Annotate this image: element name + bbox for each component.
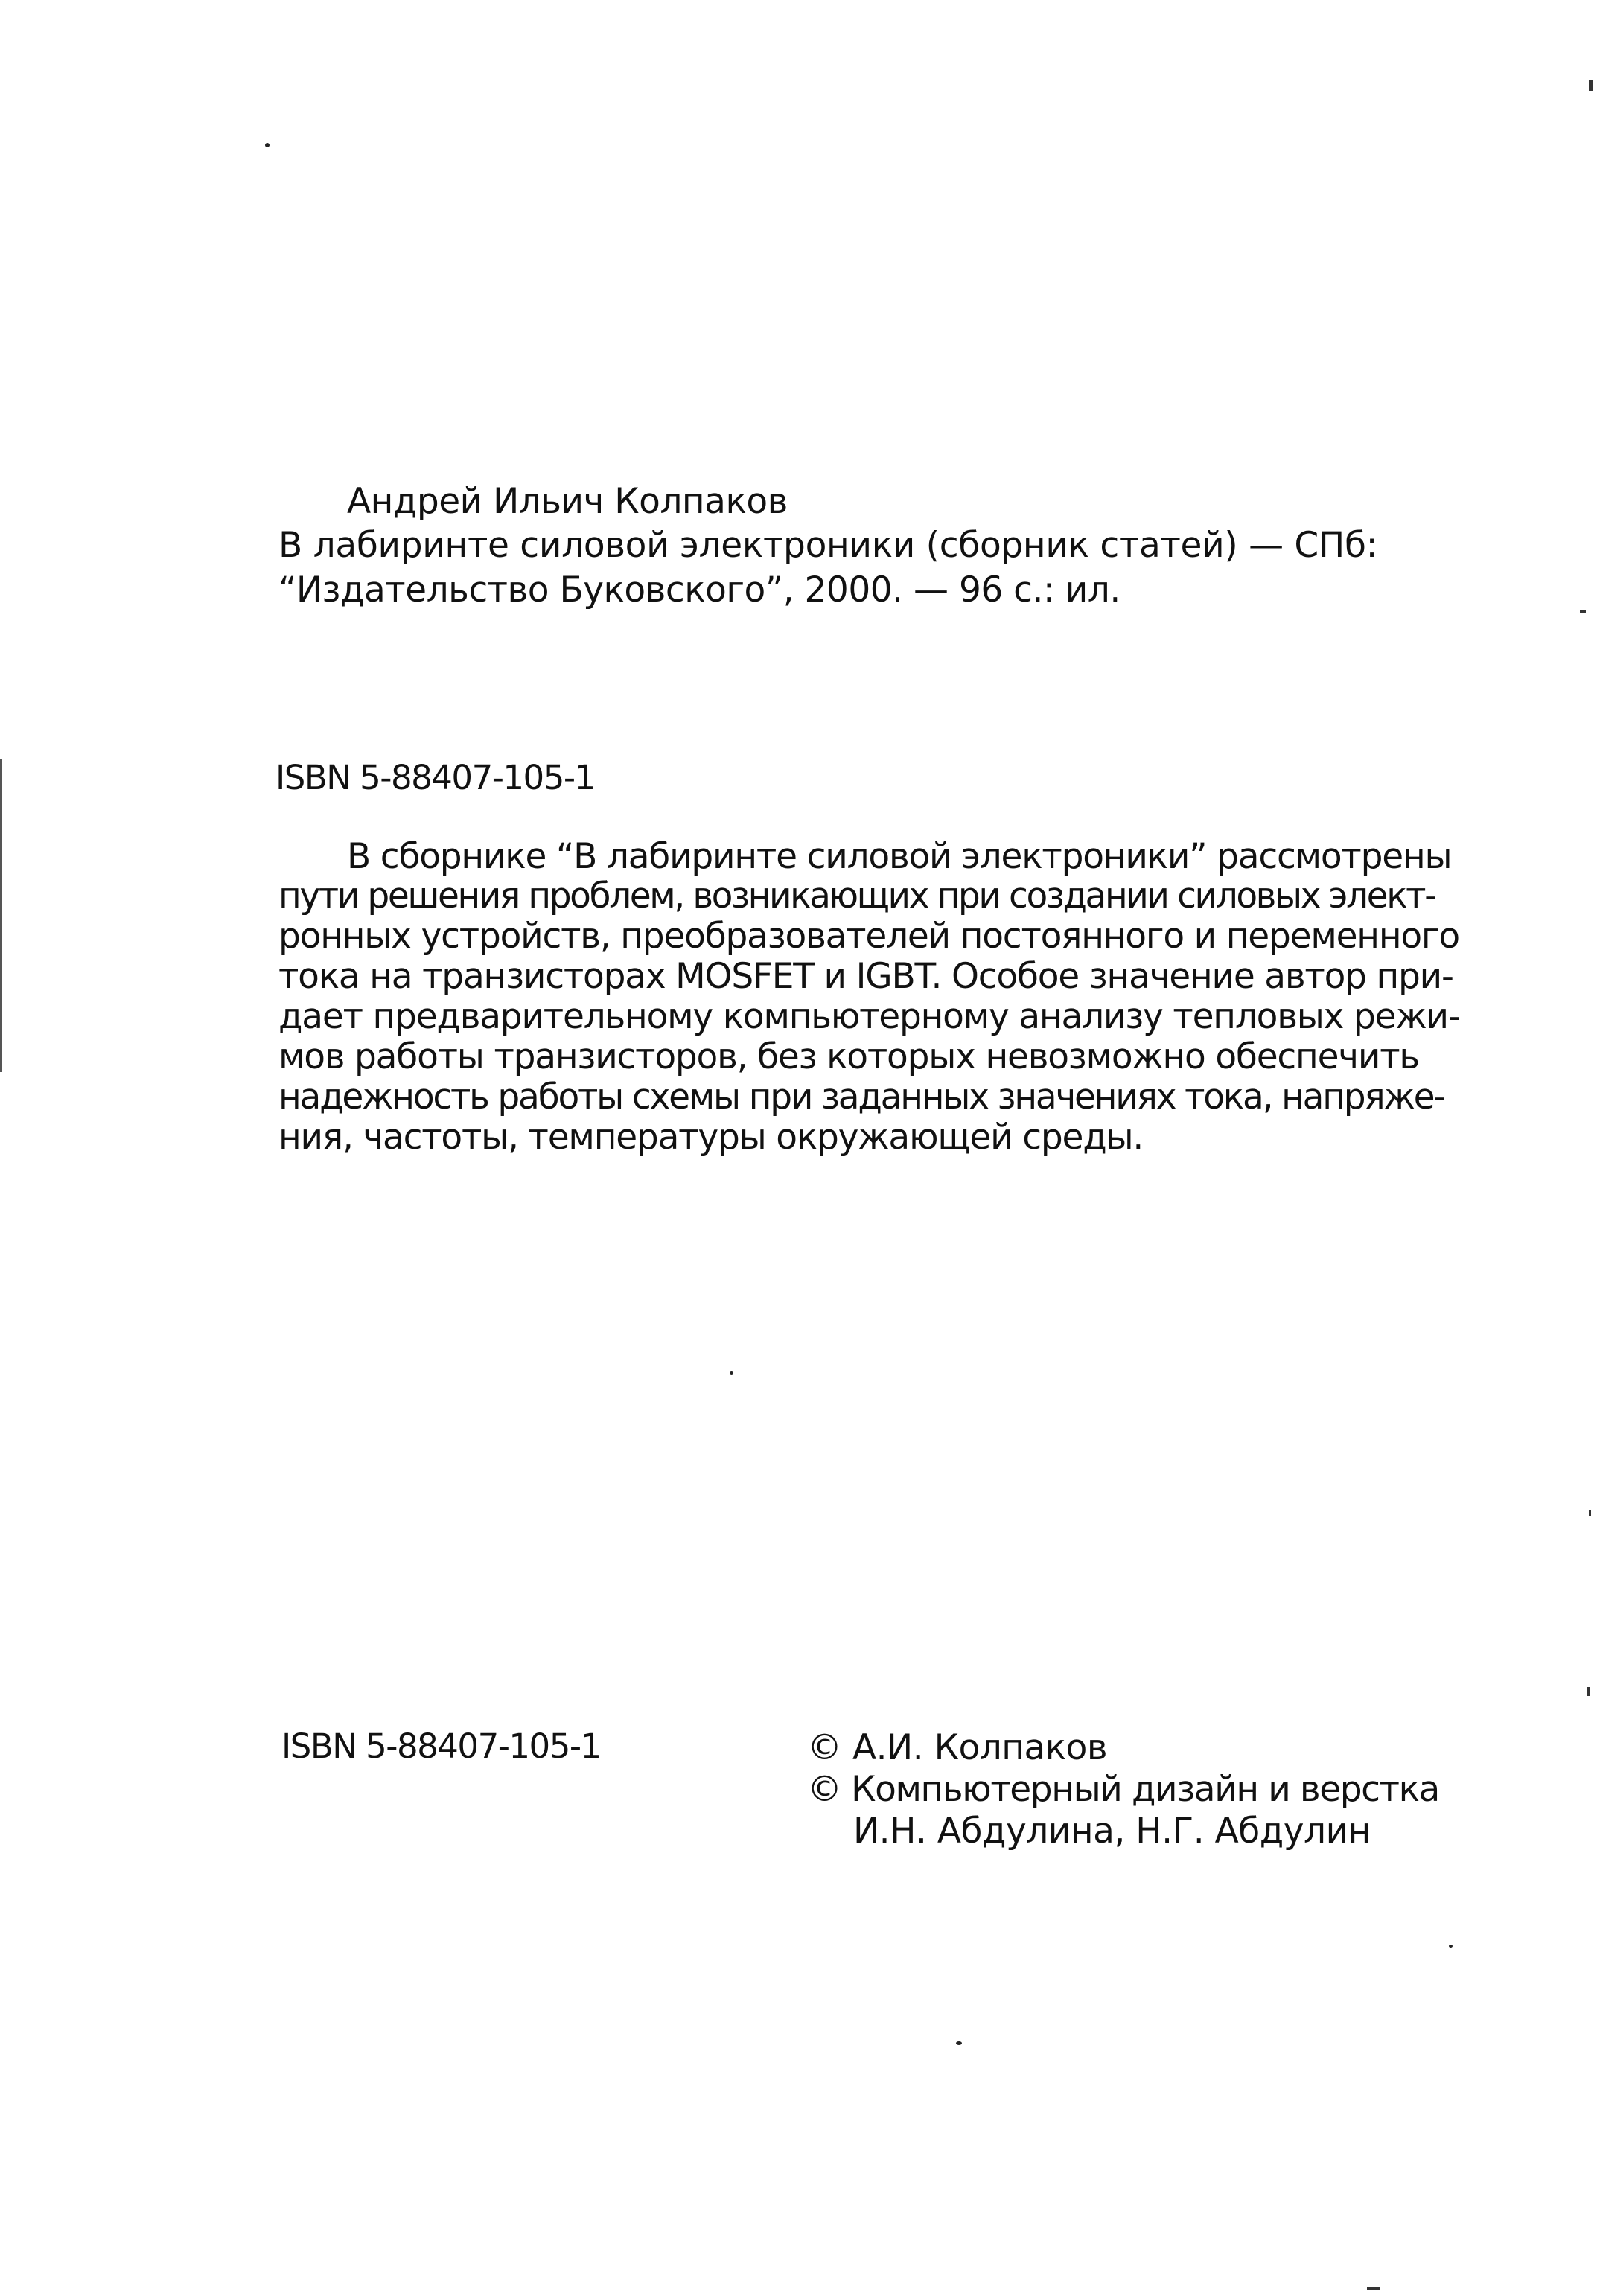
copyright-author: © А.И. Колпаков [807,1727,1108,1768]
scan-edge-mark [0,759,2,1072]
scan-speck [1449,1945,1453,1948]
scan-edge-mark [1587,1687,1590,1696]
abstract-line: В сборнике “В лабиринте силовой электроники” рассмотрены [347,836,1452,877]
abstract-line: ния, частоты, температуры окружающей среды. [278,1117,1144,1158]
abstract-line: ронных устройств, преобразователей постоянного и переменного [278,916,1459,957]
abstract-line: мов работы транзисторов, без которых невозможно обеспечить [278,1036,1419,1077]
scan-speck [956,2041,962,2045]
scan-edge-mark [1580,610,1586,613]
abstract-line: тока на транзисторах MOSFET и IGBT. Особое значение автор при- [278,956,1453,997]
scan-edge-mark [1589,80,1593,91]
scan-speck [265,143,270,147]
book-title-line-1: В лабиринте силовой электроники (сборник статей) — СПб: [278,525,1378,566]
scan-edge-mark [1367,2287,1380,2290]
abstract-line: дает предварительному компьютерному анализу тепловых режи- [278,996,1460,1037]
copyright-design: © Компьютерный дизайн и верстка [807,1769,1439,1810]
scan-speck [730,1371,733,1375]
copyright-designers: И.Н. Абдулина, Н.Г. Абдулин [853,1811,1371,1852]
book-title-line-2: “Издательство Буковского”, 2000. — 96 с.: ил. [278,570,1121,610]
abstract-line: надежность работы схемы при заданных значениях тока, напряже- [278,1077,1445,1117]
isbn-footer: ISBN 5-88407-105-1 [281,1726,601,1766]
author-name: Андрей Ильич Колпаков [347,481,788,522]
isbn-top: ISBN 5-88407-105-1 [275,758,595,797]
abstract-line: пути решения проблем, возникающих при создании силовых элект- [278,876,1435,916]
scan-edge-mark [1589,1510,1591,1516]
